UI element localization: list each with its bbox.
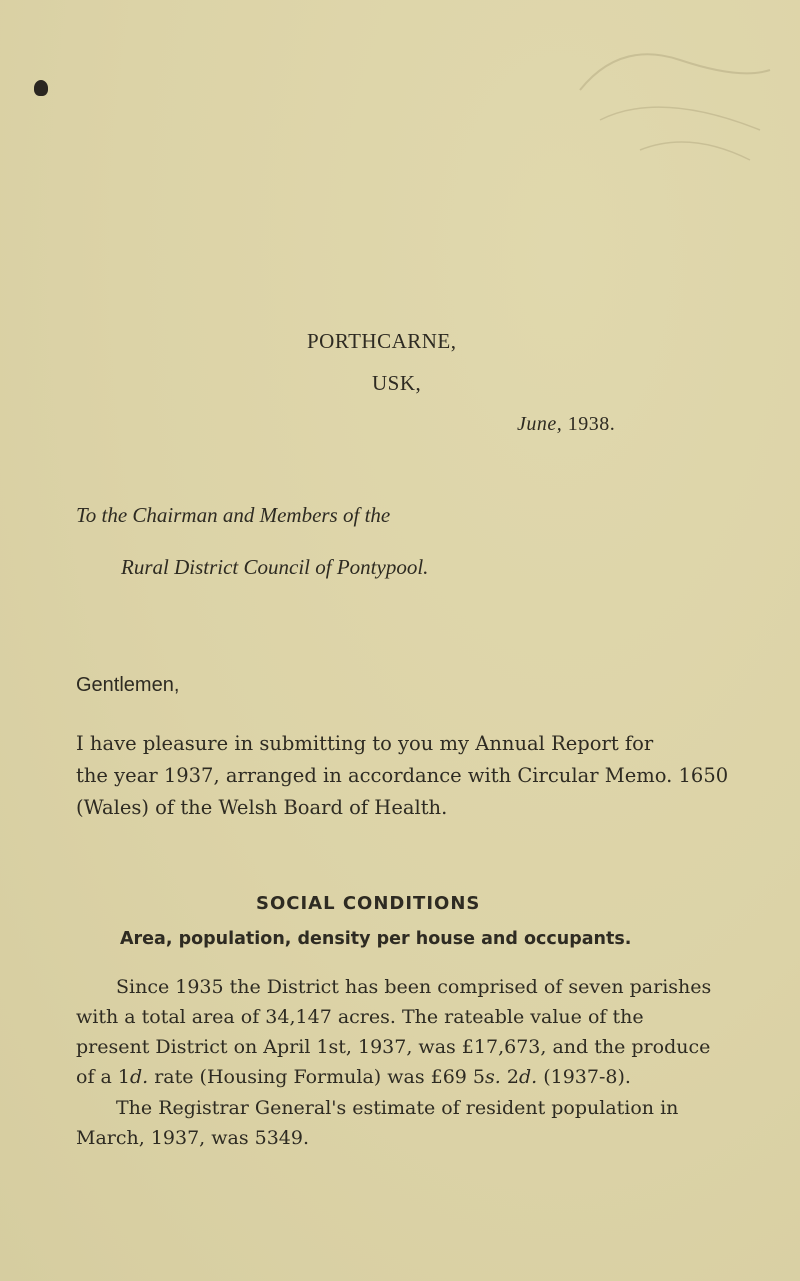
address-line-2: USK, xyxy=(372,371,422,395)
shilling-abbrev: s. xyxy=(485,1066,501,1088)
area-line-3: present District on April 1st, 1937, was £17,673, and the produce xyxy=(76,1036,711,1058)
intro-paragraph xyxy=(76,728,756,824)
area-line-4-part: 2 xyxy=(500,1066,519,1088)
date-year: 1938. xyxy=(562,413,616,435)
area-line-4-part: (1937-8). xyxy=(537,1066,631,1088)
section-heading: SOCIAL CONDITIONS xyxy=(256,893,481,914)
area-line-4-part: of a 1 xyxy=(76,1066,130,1088)
area-paragraph xyxy=(76,972,756,1092)
ink-blot xyxy=(34,80,48,96)
date-month: June, xyxy=(517,413,563,435)
pence-abbrev: d. xyxy=(129,1066,149,1088)
section-subheading: Area, population, density per house and occupants. xyxy=(120,929,632,949)
population-line-1: The Registrar General's estimate of resident population in xyxy=(116,1097,679,1119)
greeting: Gentlemen, xyxy=(76,674,180,696)
addressee-line-1: To the Chairman and Members of the xyxy=(76,503,391,527)
population-paragraph xyxy=(76,1093,756,1153)
intro-line-3: (Wales) of the Welsh Board of Health. xyxy=(76,796,448,819)
addressee-line-2: Rural District Council of Pontypool. xyxy=(121,555,429,579)
show-through-stain xyxy=(560,30,780,180)
area-line-4-part: rate (Housing Formula) was £69 5 xyxy=(148,1066,486,1088)
area-line-4 xyxy=(76,1062,756,1092)
address-line-1: PORTHCARNE, xyxy=(307,329,457,353)
intro-line-1: I have pleasure in submitting to you my Annual Report for xyxy=(76,732,654,755)
area-line-2: with a total area of 34,147 acres. The rateable value of the xyxy=(76,1006,644,1028)
letter-date xyxy=(517,413,615,436)
pence-abbrev: d. xyxy=(518,1066,538,1088)
intro-line-2: the year 1937, arranged in accordance with Circular Memo. 1650 xyxy=(76,764,729,787)
population-line-2: March, 1937, was 5349. xyxy=(76,1127,310,1149)
area-line-1: Since 1935 the District has been comprised of seven parishes xyxy=(116,976,712,998)
